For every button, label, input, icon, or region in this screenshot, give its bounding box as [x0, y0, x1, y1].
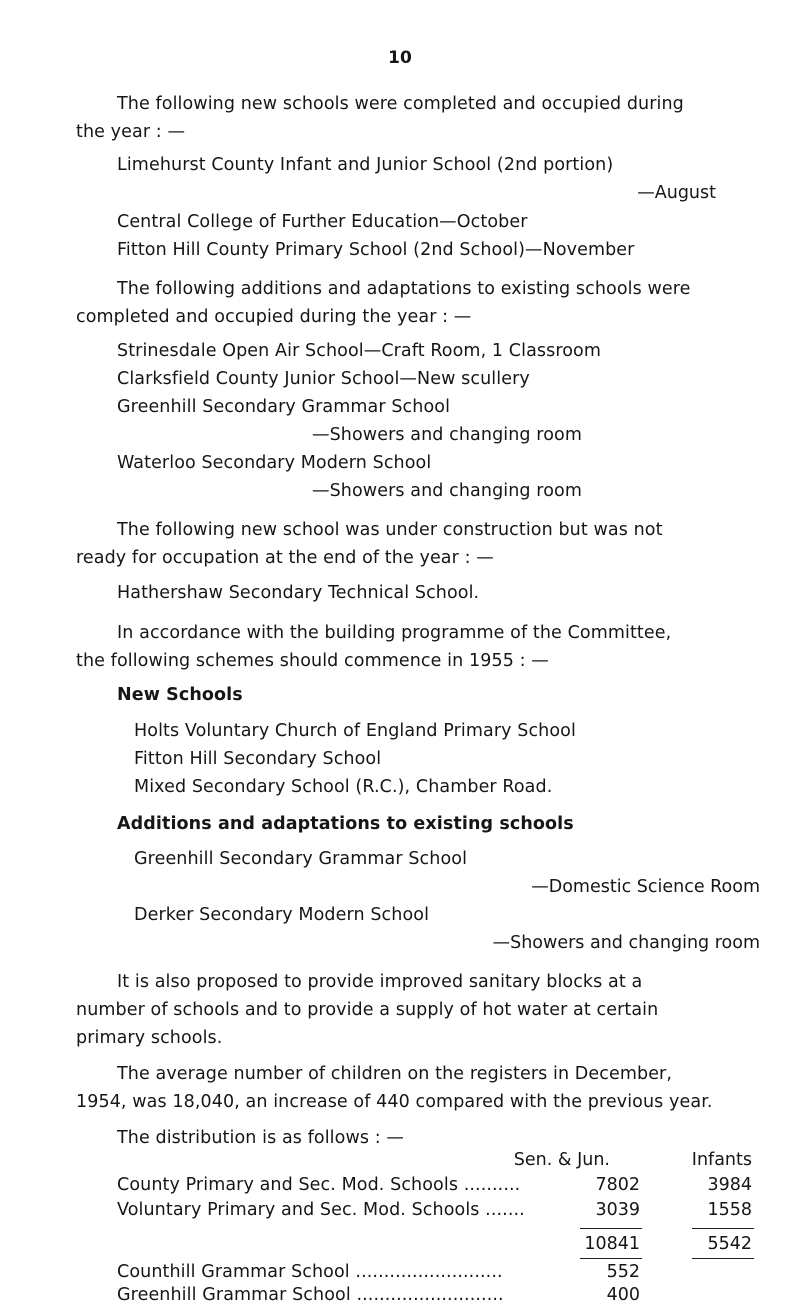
addition-item-greenhill-detail: —Domestic Science Room — [531, 877, 760, 897]
new-item-mixed-secondary: Mixed Secondary School (R.C.), Chamber Road. — [134, 777, 553, 797]
table-rule-top-infants — [692, 1228, 754, 1229]
new-item-fitton-hill: Fitton Hill Secondary School — [134, 749, 382, 769]
para6-line-2: 1954, was 18,040, an increase of 440 compared with the previous year. — [76, 1092, 713, 1112]
para1-line-1: The following new schools were completed and occupied during — [117, 94, 684, 114]
table-rule-bottom-infants — [692, 1258, 754, 1259]
para6-line-1: The average number of children on the registers in December, — [117, 1064, 673, 1084]
para5-line-3: primary schools. — [76, 1028, 223, 1048]
table-row-voluntary-sen-jun: 3039 — [595, 1200, 640, 1220]
para3-line-1: The following new school was under construction but was not — [117, 520, 663, 540]
table-row-county-infants: 3984 — [707, 1175, 752, 1195]
para7-line: The distribution is as follows : — — [117, 1128, 404, 1148]
para2-item-waterloo: Waterloo Secondary Modern School — [117, 453, 432, 473]
heading-additions: Additions and adaptations to existing schools — [117, 814, 574, 834]
para5-line-1: It is also proposed to provide improved sanitary blocks at a — [117, 972, 643, 992]
heading-new-schools: New Schools — [117, 685, 243, 705]
para3-item-hathershaw: Hathershaw Secondary Technical School. — [117, 583, 480, 603]
table-row-voluntary-infants: 1558 — [707, 1200, 752, 1220]
table-rule-top-sen-jun — [580, 1228, 642, 1229]
table-header-infants: Infants — [691, 1150, 752, 1170]
table-total-infants: 5542 — [707, 1234, 752, 1254]
table-row-county-label: County Primary and Sec. Mod. Schools .......... — [117, 1175, 521, 1195]
para4-line-2: the following schemes should commence in 1955 : — — [76, 651, 549, 671]
addition-item-derker: Derker Secondary Modern School — [134, 905, 430, 925]
table-total-sen-jun: 10841 — [584, 1234, 640, 1254]
table-row-county-sen-jun: 7802 — [595, 1175, 640, 1195]
para2-line-2: completed and occupied during the year : — — [76, 307, 472, 327]
para2-item-greenhill-detail: —Showers and changing room — [312, 425, 582, 445]
para1-line-2: the year : — — [76, 122, 186, 142]
para2-item-waterloo-detail: —Showers and changing room — [312, 481, 582, 501]
grammar-row-counthill-value: 552 — [606, 1262, 640, 1282]
addition-item-derker-detail: —Showers and changing room — [492, 933, 760, 953]
grammar-row-counthill-label: Counthill Grammar School .......................... — [117, 1262, 503, 1282]
para1-item-limehurst-date: —August — [637, 183, 716, 203]
grammar-row-greenhill-label: Greenhill Grammar School .......................... — [117, 1285, 504, 1305]
grammar-row-greenhill-value: 400 — [606, 1285, 640, 1305]
para2-item-strinesdale: Strinesdale Open Air School—Craft Room, 1 Classroom — [117, 341, 601, 361]
page-number: 10 — [388, 48, 412, 68]
para1-item-limehurst: Limehurst County Infant and Junior School (2nd portion) — [117, 155, 614, 175]
para1-item-central-college: Central College of Further Education—October — [117, 212, 528, 232]
para2-item-greenhill: Greenhill Secondary Grammar School — [117, 397, 451, 417]
para2-line-1: The following additions and adaptations to existing schools were — [117, 279, 691, 299]
para5-line-2: number of schools and to provide a supply of hot water at certain — [76, 1000, 659, 1020]
new-item-holts: Holts Voluntary Church of England Primary School — [134, 721, 576, 741]
table-row-voluntary-label: Voluntary Primary and Sec. Mod. Schools ....... — [117, 1200, 525, 1220]
para2-item-clarksfield: Clarksfield County Junior School—New scullery — [117, 369, 530, 389]
addition-item-greenhill: Greenhill Secondary Grammar School — [134, 849, 468, 869]
table-header-sen-jun: Sen. & Jun. — [513, 1150, 610, 1170]
para3-line-2: ready for occupation at the end of the year : — — [76, 548, 494, 568]
table-rule-bottom-sen-jun — [580, 1258, 642, 1259]
para1-item-fitton-hill: Fitton Hill County Primary School (2nd School)—November — [117, 240, 635, 260]
para4-line-1: In accordance with the building programme of the Committee, — [117, 623, 672, 643]
